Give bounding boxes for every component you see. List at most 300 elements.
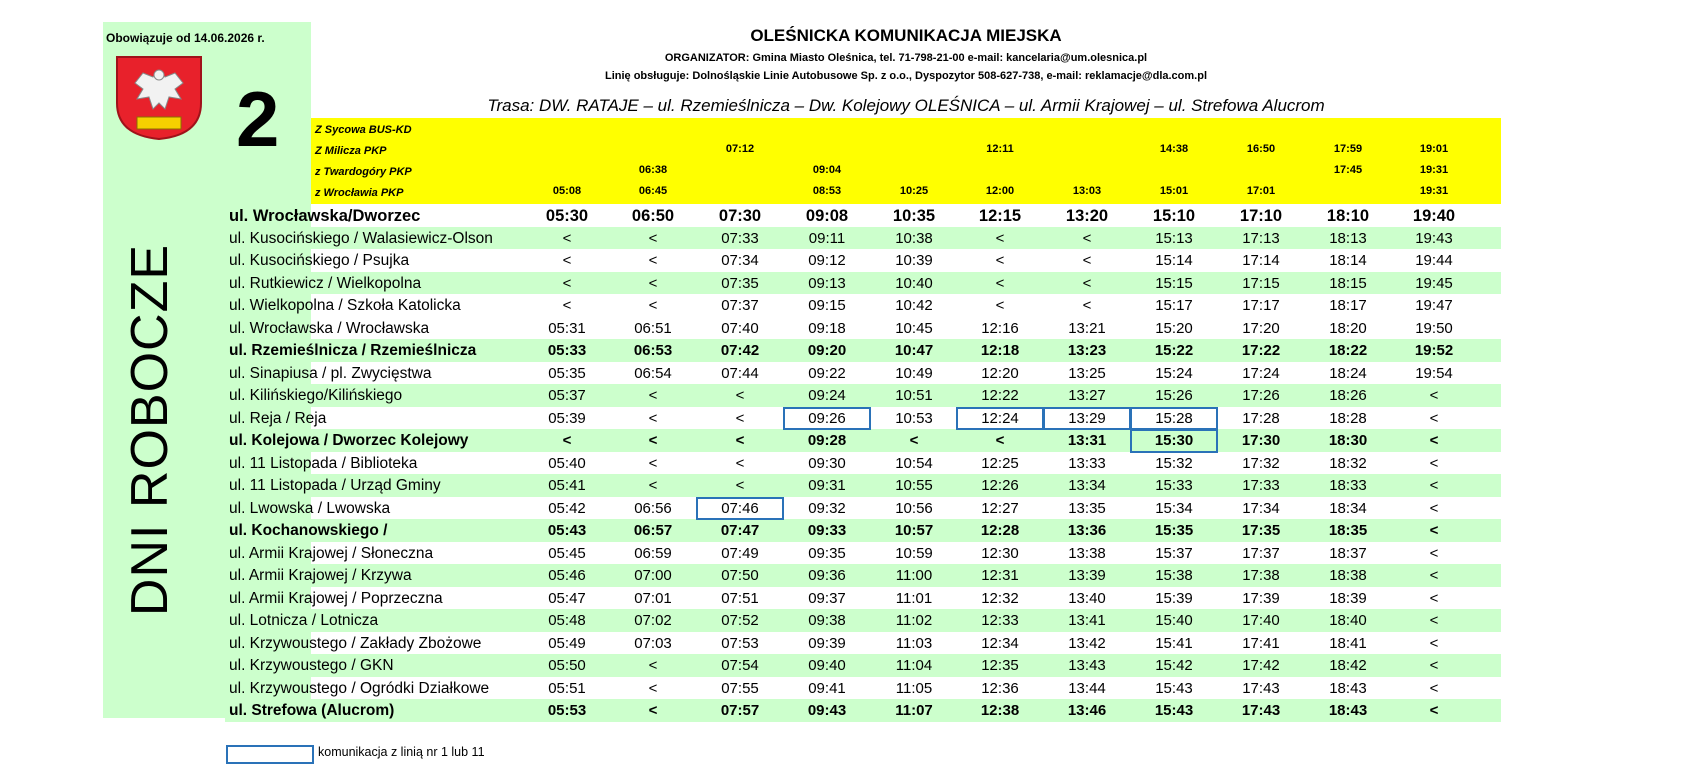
departure-time: < <box>1429 634 1439 652</box>
table-row <box>225 452 1501 475</box>
departure-time: 10:45 <box>895 319 933 337</box>
departure-time: 09:24 <box>808 387 846 404</box>
departure-time: 10:51 <box>895 387 933 404</box>
departure-time: 15:34 <box>1155 499 1193 517</box>
departure-time: 18:13 <box>1329 229 1367 247</box>
departure-time: 11:03 <box>895 634 933 652</box>
departure-time: 10:39 <box>895 252 933 269</box>
departure-time: 18:43 <box>1328 702 1368 719</box>
departure-time: 11:02 <box>895 612 933 629</box>
stop-name: ul. Krzywoustego / Zakłady Zbożowe <box>229 634 482 652</box>
departure-time: 09:13 <box>808 274 846 292</box>
departure-time: < <box>562 252 572 269</box>
departure-time: 17:10 <box>1239 207 1283 225</box>
departure-time: < <box>1429 679 1439 697</box>
departure-time: 15:39 <box>1155 589 1193 607</box>
departure-time: 13:23 <box>1067 342 1107 359</box>
departure-time: 07:03 <box>634 634 672 652</box>
departure-time: 09:32 <box>808 499 846 517</box>
departure-time: 18:30 <box>1328 432 1368 449</box>
departure-time: 05:49 <box>548 634 586 652</box>
departure-time: < <box>1429 522 1439 539</box>
departure-time: 07:01 <box>634 589 672 607</box>
origin-time: 12:00 <box>985 185 1015 197</box>
departure-time: < <box>1429 612 1439 629</box>
stop-name: ul. Sinapiusa / pl. Zwycięstwa <box>229 364 432 382</box>
departure-time: 13:31 <box>1067 432 1107 449</box>
departure-time: 09:38 <box>808 612 846 629</box>
departure-time: 12:25 <box>981 454 1019 472</box>
departure-time: 10:35 <box>892 207 936 225</box>
departure-time: 07:54 <box>721 657 759 674</box>
departure-time: 10:57 <box>894 522 934 539</box>
departure-time: 05:53 <box>547 702 587 719</box>
origin-time: 17:59 <box>1333 143 1363 155</box>
departure-time: 15:33 <box>1155 477 1193 494</box>
departure-time: 18:17 <box>1329 297 1367 314</box>
stop-name: ul. Rzemieślnicza / Rzemieślnicza <box>229 342 477 359</box>
departure-time: 06:50 <box>631 207 675 225</box>
departure-time: 10:55 <box>895 477 933 494</box>
departure-time: 13:46 <box>1067 702 1107 719</box>
departure-time: 07:00 <box>634 567 672 584</box>
departure-time: 18:43 <box>1329 679 1367 697</box>
departure-time: 07:50 <box>721 567 759 584</box>
departure-time: 07:34 <box>721 252 759 269</box>
departure-time: 10:42 <box>895 297 933 314</box>
departure-time: 15:10 <box>1152 207 1196 225</box>
departure-time: < <box>1429 589 1439 607</box>
origin-label: Z Sycowa BUS-KD <box>315 124 412 136</box>
departure-time: 09:22 <box>808 364 846 382</box>
departure-time: 12:36 <box>981 679 1019 697</box>
departure-time: 12:16 <box>981 319 1019 337</box>
departure-time: 11:05 <box>895 679 933 697</box>
table-row <box>225 542 1501 565</box>
stop-name: ul. Kolejowa / Dworzec Kolejowy <box>229 432 469 449</box>
departure-time: 07:52 <box>721 612 759 629</box>
departure-time: 07:40 <box>721 319 759 337</box>
departure-time: 12:33 <box>981 612 1019 629</box>
departure-time: 15:32 <box>1155 454 1193 472</box>
departure-time: 18:40 <box>1329 612 1367 629</box>
departure-time: 17:38 <box>1242 567 1280 584</box>
departure-time: 18:38 <box>1329 567 1367 584</box>
departure-time: 11:04 <box>895 657 933 674</box>
departure-time: < <box>1429 432 1439 449</box>
departure-time: 17:34 <box>1242 499 1280 517</box>
departure-time: 11:01 <box>895 589 933 607</box>
departure-time: 13:40 <box>1068 589 1106 607</box>
origin-time: 13:03 <box>1072 185 1102 197</box>
departure-time: 13:21 <box>1068 319 1106 337</box>
departure-time: 05:30 <box>545 207 589 225</box>
departure-time: < <box>1429 544 1439 562</box>
departure-time: 12:24 <box>981 409 1019 427</box>
departure-time: < <box>1429 567 1439 584</box>
table-row <box>225 249 1501 272</box>
departure-time: 15:14 <box>1155 252 1193 269</box>
table-row <box>225 294 1501 317</box>
departure-time: 17:20 <box>1242 319 1280 337</box>
stop-name: ul. Lwowska / Lwowska <box>229 499 391 517</box>
departure-time: 17:17 <box>1242 297 1280 314</box>
table-row <box>225 272 1501 295</box>
departure-time: 13:42 <box>1068 634 1106 652</box>
departure-time: 05:50 <box>548 657 586 674</box>
departure-time: 17:24 <box>1242 364 1280 382</box>
stop-name: ul. Krzywoustego / GKN <box>229 657 394 674</box>
table-row <box>225 609 1501 632</box>
departure-time: < <box>995 432 1005 449</box>
departure-time: 13:35 <box>1068 499 1106 517</box>
table-row <box>225 384 1501 407</box>
departure-time: 05:46 <box>548 567 586 584</box>
departure-time: 19:43 <box>1415 229 1453 247</box>
departure-time: 15:15 <box>1155 274 1193 292</box>
departure-time: < <box>735 432 745 449</box>
connection-highlight-box <box>956 407 1044 431</box>
stop-name: ul. Rutkiewicz / Wielkopolna <box>229 274 422 292</box>
departure-time: 07:55 <box>721 679 759 697</box>
departure-time: 12:38 <box>980 702 1020 719</box>
departure-time: 07:37 <box>721 297 759 314</box>
departure-time: 05:48 <box>548 612 586 629</box>
origin-time: 15:01 <box>1159 185 1189 197</box>
departure-time: 10:49 <box>895 364 933 382</box>
departure-time: 13:29 <box>1068 409 1106 427</box>
departure-time: 18:28 <box>1329 409 1367 427</box>
departure-time: 18:42 <box>1329 657 1367 674</box>
departure-time: 09:41 <box>808 679 846 697</box>
departure-time: 17:41 <box>1242 634 1280 652</box>
departure-time: 05:37 <box>548 387 586 404</box>
departure-time: 06:59 <box>634 544 672 562</box>
departure-time: 18:32 <box>1329 454 1367 472</box>
departure-time: 12:15 <box>978 207 1022 225</box>
departure-time: 12:27 <box>981 499 1019 517</box>
departure-time: 09:20 <box>807 342 847 359</box>
departure-time: 07:44 <box>721 364 759 382</box>
departure-time: 17:14 <box>1242 252 1280 269</box>
departure-time: 09:39 <box>808 634 846 652</box>
departure-time: 05:45 <box>548 544 586 562</box>
departure-time: 13:27 <box>1068 387 1106 404</box>
departure-time: 17:22 <box>1241 342 1281 359</box>
departure-time: 05:39 <box>548 409 586 427</box>
stop-name: ul. Kochanowskiego / <box>229 522 388 539</box>
legend-swatch <box>226 745 314 764</box>
departure-time: 17:28 <box>1242 409 1280 427</box>
departure-time: 09:43 <box>807 702 847 719</box>
departure-time: 13:20 <box>1065 207 1109 225</box>
table-row <box>225 227 1501 250</box>
departure-time: 13:43 <box>1068 657 1106 674</box>
departure-time: < <box>648 679 658 697</box>
departure-time: 05:47 <box>548 589 586 607</box>
departure-time: 15:38 <box>1155 567 1193 584</box>
table-row <box>225 564 1501 587</box>
connection-highlight-box <box>1043 407 1131 431</box>
departure-time: 12:31 <box>981 567 1019 584</box>
departure-time: 19:47 <box>1415 297 1453 314</box>
departure-time: 17:15 <box>1242 274 1280 292</box>
departure-time: 07:51 <box>721 589 759 607</box>
table-row <box>225 677 1501 700</box>
departure-time: < <box>648 252 658 269</box>
departure-time: 11:00 <box>895 567 933 584</box>
departure-time: < <box>648 409 658 427</box>
departure-time: 18:14 <box>1329 252 1367 269</box>
departure-time: < <box>1082 297 1092 314</box>
departure-time: 13:25 <box>1068 364 1106 382</box>
stop-name: ul. 11 Listopada / Biblioteka <box>229 454 418 472</box>
departure-time: 05:31 <box>548 319 586 337</box>
departure-time: 18:37 <box>1329 544 1367 562</box>
departure-time: 18:35 <box>1328 522 1368 539</box>
table-row <box>225 317 1501 340</box>
origin-time: 05:08 <box>552 185 582 197</box>
departure-time: < <box>648 702 658 719</box>
stop-name: ul. Armii Krajowej / Słoneczna <box>229 544 434 562</box>
departure-time: 07:49 <box>721 544 759 562</box>
stop-name: ul. Kusocińskiego / Walasiewicz-Olson <box>229 229 493 247</box>
departure-time: < <box>648 657 658 674</box>
origin-time: 06:38 <box>638 164 668 176</box>
departure-time: 09:18 <box>808 319 846 337</box>
departure-time: < <box>1429 409 1439 427</box>
departure-time: 07:30 <box>718 207 762 225</box>
departure-time: < <box>735 409 745 427</box>
stop-name: ul. Armii Krajowej / Poprzeczna <box>229 589 443 607</box>
departure-time: 09:35 <box>808 544 846 562</box>
departure-time: 10:54 <box>895 454 933 472</box>
departure-time: 17:40 <box>1242 612 1280 629</box>
departure-time: 15:41 <box>1155 634 1193 652</box>
stop-name: ul. Kilińskiego/Kilińskiego <box>229 387 403 404</box>
departure-time: 15:13 <box>1155 229 1193 247</box>
departure-time: < <box>909 432 919 449</box>
departure-time: 09:37 <box>808 589 846 607</box>
departure-time: 07:02 <box>634 612 672 629</box>
departure-time: 13:41 <box>1068 612 1106 629</box>
departure-time: 06:54 <box>634 364 672 382</box>
departure-time: 09:11 <box>808 229 846 247</box>
departure-time: 19:52 <box>1414 342 1454 359</box>
departure-time: < <box>648 297 658 314</box>
departure-time: 15:30 <box>1154 432 1194 449</box>
origin-label: z Twardogóry PKP <box>315 166 412 178</box>
line-number: 2 <box>236 75 280 163</box>
departure-time: 19:44 <box>1415 252 1453 269</box>
departure-time: 18:39 <box>1329 589 1367 607</box>
departure-time: < <box>648 274 658 292</box>
departure-time: 12:20 <box>981 364 1019 382</box>
departure-time: 15:26 <box>1155 387 1193 404</box>
departure-time: 09:30 <box>808 454 846 472</box>
departure-time: 10:56 <box>895 499 933 517</box>
departure-time: 10:53 <box>895 409 933 427</box>
departure-time: 05:51 <box>548 679 586 697</box>
departure-time: < <box>1429 477 1439 494</box>
departure-time: 18:10 <box>1326 207 1370 225</box>
departure-time: 17:26 <box>1242 387 1280 404</box>
departure-time: 10:40 <box>895 274 933 292</box>
departure-time: 05:40 <box>548 454 586 472</box>
departure-time: 09:40 <box>808 657 846 674</box>
table-row <box>225 362 1501 385</box>
departure-time: 15:43 <box>1154 702 1194 719</box>
day-type-label <box>105 240 195 620</box>
table-row <box>225 587 1501 610</box>
legend-text: komunikacja z linią nr 1 lub 11 <box>318 745 485 759</box>
departure-time: 05:33 <box>547 342 587 359</box>
departure-time: 07:35 <box>721 274 759 292</box>
departure-time: 15:40 <box>1155 612 1193 629</box>
departure-time: 09:08 <box>805 207 849 225</box>
departure-time: 17:35 <box>1241 522 1281 539</box>
organizer-info: ORGANIZATOR: Gmina Miasto Oleśnica, tel. 71-798-21-00 e-mail: kancelaria@um.olesnica.pl <box>664 52 1148 64</box>
origin-time: 19:31 <box>1419 164 1449 176</box>
table-row <box>225 699 1501 722</box>
departure-time: 17:42 <box>1242 657 1280 674</box>
departure-time: < <box>735 477 745 494</box>
departure-time: 17:37 <box>1242 544 1280 562</box>
departure-time: 12:18 <box>980 342 1020 359</box>
origin-label: z Wrocławia PKP <box>315 187 404 199</box>
departure-time: < <box>562 297 572 314</box>
origin-time: 12:11 <box>986 143 1014 155</box>
departure-time: 06:57 <box>633 522 673 539</box>
departure-time: 10:47 <box>894 342 934 359</box>
stop-name: ul. Wielkopolna / Szkoła Katolicka <box>229 297 461 314</box>
stop-name: ul. 11 Listopada / Urząd Gminy <box>229 477 441 494</box>
departure-time: 09:28 <box>807 432 847 449</box>
connection-highlight-box <box>783 407 871 431</box>
departure-time: 15:42 <box>1155 657 1193 674</box>
departure-time: 11:07 <box>895 702 933 719</box>
departure-time: 19:50 <box>1415 319 1453 337</box>
departure-time: 15:35 <box>1154 522 1194 539</box>
departure-time: < <box>562 229 572 247</box>
departure-time: 19:40 <box>1412 207 1456 225</box>
departure-time: 15:37 <box>1155 544 1193 562</box>
departure-time: 09:12 <box>808 252 846 269</box>
stop-name: ul. Reja / Reja <box>229 409 327 427</box>
departure-time: 13:36 <box>1067 522 1107 539</box>
origin-time: 08:53 <box>812 185 842 197</box>
departure-time: 19:54 <box>1415 364 1453 382</box>
connection-highlight-box <box>1130 429 1218 453</box>
departure-time: 07:42 <box>720 342 760 359</box>
table-row <box>225 497 1501 520</box>
table-row <box>225 429 1501 452</box>
departure-time: 15:20 <box>1155 319 1193 337</box>
departure-time: 09:26 <box>808 409 846 427</box>
departure-time: 15:22 <box>1154 342 1194 359</box>
departure-time: 15:17 <box>1155 297 1193 314</box>
departure-time: 06:56 <box>634 499 672 517</box>
departure-time: 19:45 <box>1415 274 1453 292</box>
departure-time: 07:57 <box>720 702 760 719</box>
departure-time: 07:46 <box>721 499 759 517</box>
departure-time: < <box>1429 657 1439 674</box>
table-row <box>225 204 1501 227</box>
operator-info: Linię obsługuje: Dolnośląskie Linie Autobusowe Sp. z o.o., Dyspozytor 508-627-738, e-mail: reklamacje@dla.com.pl <box>604 70 1208 82</box>
origin-time: 14:38 <box>1159 143 1189 155</box>
departure-time: 12:32 <box>981 589 1019 607</box>
origin-time: 16:50 <box>1246 143 1276 155</box>
departure-time: 18:41 <box>1329 634 1367 652</box>
departure-time: 18:20 <box>1329 319 1367 337</box>
table-row <box>225 632 1501 655</box>
origin-time: 19:01 <box>1419 143 1449 155</box>
departure-time: 13:44 <box>1068 679 1106 697</box>
departure-time: 05:35 <box>548 364 586 382</box>
departure-time: < <box>562 432 572 449</box>
departure-time: 18:22 <box>1328 342 1368 359</box>
coat-of-arms-icon <box>113 53 205 141</box>
stop-name: ul. Krzywoustego / Ogródki Działkowe <box>229 679 490 697</box>
departure-time: 17:13 <box>1242 229 1280 247</box>
departure-time: 18:24 <box>1329 364 1367 382</box>
departure-time: 13:39 <box>1068 567 1106 584</box>
departure-time: < <box>648 387 658 404</box>
origin-time: 19:31 <box>1419 185 1449 197</box>
stop-name: ul. Armii Krajowej / Krzywa <box>229 567 412 584</box>
departure-time: 15:28 <box>1155 409 1193 427</box>
departure-time: 17:30 <box>1241 432 1281 449</box>
departure-time: 17:32 <box>1242 454 1280 472</box>
departure-time: 15:43 <box>1155 679 1193 697</box>
origin-label: Z Milicza PKP <box>315 145 387 157</box>
table-row <box>225 654 1501 677</box>
origin-time: 07:12 <box>725 143 755 155</box>
departure-time: < <box>735 454 745 472</box>
departure-time: < <box>735 387 745 404</box>
departure-time: < <box>995 229 1005 247</box>
connection-highlight-box <box>1130 407 1218 431</box>
departure-time: < <box>648 454 658 472</box>
departure-time: < <box>1429 454 1439 472</box>
departure-time: 07:47 <box>720 522 760 539</box>
departure-time: 15:24 <box>1155 364 1193 382</box>
origin-time: 09:04 <box>812 164 842 176</box>
departure-time: 09:31 <box>808 477 846 494</box>
departure-time: 17:39 <box>1242 589 1280 607</box>
departure-time: 12:35 <box>981 657 1019 674</box>
departure-time: < <box>562 274 572 292</box>
stop-name: ul. Lotnicza / Lotnicza <box>229 612 379 629</box>
stop-name: ul. Wrocławska/Dworzec <box>229 207 421 225</box>
connection-highlight-box <box>696 497 784 521</box>
departure-time: < <box>648 477 658 494</box>
stop-name: ul. Wrocławska / Wrocławska <box>229 319 430 337</box>
origin-time: 06:45 <box>638 185 668 197</box>
departure-time: 17:43 <box>1242 679 1280 697</box>
stop-name: ul. Strefowa (Alucrom) <box>229 702 395 719</box>
departure-time: 13:38 <box>1068 544 1106 562</box>
departure-time: 10:38 <box>895 229 933 247</box>
origin-time: 10:25 <box>899 185 929 197</box>
departure-time: 12:22 <box>981 387 1019 404</box>
departure-time: 18:26 <box>1329 387 1367 404</box>
departure-time: 18:33 <box>1329 477 1367 494</box>
departure-time: 12:34 <box>981 634 1019 652</box>
departure-time: < <box>648 229 658 247</box>
departure-time: 12:28 <box>980 522 1020 539</box>
departure-time: < <box>1429 387 1439 404</box>
